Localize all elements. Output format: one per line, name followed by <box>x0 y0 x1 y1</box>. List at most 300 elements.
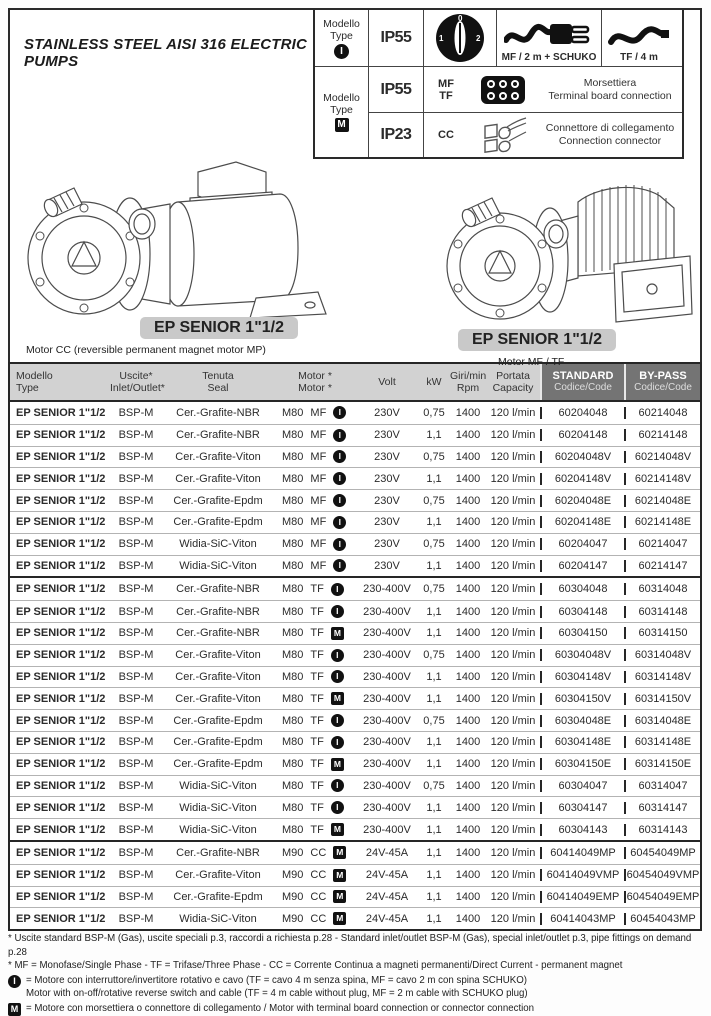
cell-capacity: 120 l/min <box>490 736 536 749</box>
cell-standard-code: 60304148V <box>540 671 624 683</box>
motor-type-icon: I <box>333 472 346 485</box>
table-row <box>10 666 700 688</box>
footnote-1: * Uscite standard BSP-M (Gas), uscite speciali p.3, raccordi a richiesta p.28 - Standard inlet/outlet BSP-M (Gas), special inlet/outlet p.3, pipe fittings on demand p.28 <box>8 933 692 958</box>
cell-capacity: 120 l/min <box>490 890 536 903</box>
info-row-connector <box>369 112 682 157</box>
motor-phase-type: TF <box>310 714 324 727</box>
cell-model: EP SENIOR 1"1/2 <box>16 801 106 814</box>
cell-bypass-code: 60214148V <box>624 473 700 485</box>
svg-text:2: 2 <box>476 34 481 43</box>
terminal-board-cell <box>468 67 538 112</box>
cell-bypass-code: 60214147 <box>624 560 700 572</box>
pump-caption-mf-tf: Motor MF / TF <box>498 356 565 368</box>
terminal-board-icon <box>480 75 526 105</box>
header-seal: Tenuta Seal <box>202 370 234 394</box>
cell-model: EP SENIOR 1"1/2 <box>16 583 106 596</box>
cell-motor <box>274 406 356 419</box>
cell-rpm: 1400 <box>455 890 481 903</box>
cell-capacity: 120 l/min <box>490 472 536 485</box>
header-kw: kW <box>426 376 442 388</box>
cell-seal: Cer.-Grafite-Viton <box>175 869 261 882</box>
header-standard-code: STANDARD Codice/Code <box>540 364 624 400</box>
cell-capacity: 120 l/min <box>490 670 536 683</box>
cell-bypass-code: 60214048E <box>624 495 700 507</box>
cell-volt: 24V-45A <box>365 869 409 882</box>
cell-volt: 230-400V <box>363 801 411 814</box>
rotary-switch-icon <box>434 12 486 64</box>
cell-inlet-outlet: BSP-M <box>118 494 154 507</box>
motor-size: M80 <box>282 538 304 551</box>
cell-standard-code: 60304150V <box>540 693 624 705</box>
cell-capacity: 120 l/min <box>490 538 536 551</box>
cell-inlet-outlet: BSP-M <box>118 692 154 705</box>
motor-phase-type: MF <box>310 538 327 551</box>
cell-motor <box>274 670 356 683</box>
cell-seal: Widia-SiC-Viton <box>179 538 257 551</box>
cell-seal: Cer.-Grafite-Epdm <box>173 890 263 903</box>
table-row <box>10 555 700 577</box>
cell-inlet-outlet: BSP-M <box>118 846 154 859</box>
cell-kw: 1,1 <box>426 670 442 683</box>
cell-standard-code: 60304047 <box>540 780 624 792</box>
motor-type-icon: M <box>331 758 344 771</box>
cell-model: EP SENIOR 1"1/2 <box>16 670 106 683</box>
cell-rpm: 1400 <box>455 779 481 792</box>
cell-seal: Cer.-Grafite-NBR <box>176 627 260 640</box>
table-row <box>10 533 700 555</box>
rotary-switch-cell <box>424 10 497 66</box>
cell-capacity: 120 l/min <box>490 450 536 463</box>
cell-volt: 230-400V <box>363 627 411 640</box>
cell-motor <box>274 801 356 814</box>
cell-rpm: 1400 <box>455 714 481 727</box>
motor-size: M80 <box>282 429 304 442</box>
cell-seal: Cer.-Grafite-NBR <box>176 429 260 442</box>
schuko-plug-cell <box>497 10 602 66</box>
table-row <box>10 687 700 709</box>
table-row <box>10 644 700 666</box>
pump-label-mf-tf: EP SENIOR 1"1/2 <box>458 329 616 351</box>
motor-phase-type: TF <box>310 758 324 771</box>
cell-rpm: 1400 <box>455 516 481 529</box>
cell-motor <box>274 823 356 836</box>
motor-type-icon: I <box>331 714 344 727</box>
model-label-line1: Modello <box>323 92 360 104</box>
cell-inlet-outlet: BSP-M <box>118 823 154 836</box>
footnote-3 <box>8 974 708 1001</box>
cell-rpm: 1400 <box>455 406 481 419</box>
cell-kw: 0,75 <box>423 450 445 463</box>
cell-kw: 1,1 <box>426 472 442 485</box>
table-row <box>10 489 700 511</box>
svg-text:1: 1 <box>439 34 444 43</box>
cell-kw: 1,1 <box>426 692 442 705</box>
cell-bypass-code: 60314148E <box>624 736 700 748</box>
cell-seal: Cer.-Grafite-NBR <box>176 583 260 596</box>
cell-kw: 0,75 <box>423 583 445 596</box>
cell-rpm: 1400 <box>455 605 481 618</box>
cell-inlet-outlet: BSP-M <box>118 516 154 529</box>
table-row <box>10 731 700 753</box>
motor-phase-type: TF <box>310 801 324 814</box>
cell-bypass-code: 60314150E <box>624 758 700 770</box>
cell-standard-code: 60304048 <box>540 583 624 595</box>
cell-standard-code: 60414043MP <box>540 913 624 925</box>
motor-size: M80 <box>282 649 304 662</box>
ip55-rating: IP55 <box>369 10 424 66</box>
cell-kw: 0,75 <box>423 406 445 419</box>
cell-volt: 230V <box>374 450 400 463</box>
mf-tf-codes <box>424 67 468 112</box>
motor-size: M80 <box>282 823 304 836</box>
motor-size: M80 <box>282 801 304 814</box>
cell-rpm: 1400 <box>455 583 481 596</box>
cell-standard-code: 60304148E <box>540 736 624 748</box>
connector-cell <box>468 113 538 157</box>
cell-standard-code: 60204048V <box>540 451 624 463</box>
pump-drawing-mf-tf <box>438 172 700 327</box>
table-row <box>10 907 700 929</box>
cell-seal: Cer.-Grafite-Epdm <box>173 714 263 727</box>
motor-size: M80 <box>282 627 304 640</box>
cell-kw: 1,1 <box>426 890 442 903</box>
model-label-line2: Type <box>330 29 353 42</box>
mf-code: MF <box>438 77 454 90</box>
motor-type-m-icon: M <box>8 1003 21 1016</box>
cell-bypass-code: 60314047 <box>624 780 700 792</box>
cell-volt: 230V <box>374 472 400 485</box>
cell-seal: Cer.-Grafite-Viton <box>175 670 261 683</box>
cell-bypass-code: 60454049VMP <box>624 869 700 881</box>
cell-rpm: 1400 <box>455 649 481 662</box>
cell-bypass-code: 60314148V <box>624 671 700 683</box>
cell-motor <box>274 869 356 882</box>
desc-en: Connection connector <box>558 135 662 147</box>
tf-cable-cell <box>602 10 676 66</box>
cell-seal: Cer.-Grafite-NBR <box>176 605 260 618</box>
cell-motor <box>274 583 356 596</box>
cell-capacity: 120 l/min <box>490 758 536 771</box>
cell-kw: 0,75 <box>423 779 445 792</box>
cell-model: EP SENIOR 1"1/2 <box>16 627 106 640</box>
cell-kw: 1,1 <box>426 605 442 618</box>
cell-kw: 1,1 <box>426 429 442 442</box>
table-row <box>10 511 700 533</box>
tf-code: TF <box>439 89 453 102</box>
cell-inlet-outlet: BSP-M <box>118 649 154 662</box>
cell-motor <box>274 516 356 529</box>
cell-kw: 1,1 <box>426 627 442 640</box>
cell-motor <box>274 890 356 903</box>
cell-model: EP SENIOR 1"1/2 <box>16 869 106 882</box>
header-bypass-code: BY-PASS Codice/Code <box>624 364 700 400</box>
catalog-page <box>8 8 702 931</box>
cell-kw: 1,1 <box>426 801 442 814</box>
cell-rpm: 1400 <box>455 538 481 551</box>
motor-size: M90 <box>282 846 304 859</box>
cell-standard-code: 60204047 <box>540 538 624 550</box>
motor-type-icon: M <box>333 912 346 925</box>
motor-type-icon: I <box>333 559 346 572</box>
cell-seal: Cer.-Grafite-Epdm <box>173 516 263 529</box>
table-row <box>10 818 700 840</box>
cell-seal: Cer.-Grafite-Viton <box>175 472 261 485</box>
cell-inlet-outlet: BSP-M <box>118 869 154 882</box>
cell-inlet-outlet: BSP-M <box>118 450 154 463</box>
cell-seal: Widia-SiC-Viton <box>179 801 257 814</box>
info-row-model-i <box>315 10 682 67</box>
cell-model: EP SENIOR 1"1/2 <box>16 429 106 442</box>
cell-motor <box>274 758 356 771</box>
cell-motor <box>274 779 356 792</box>
cell-motor <box>274 538 356 551</box>
cell-motor <box>274 846 356 859</box>
cell-motor <box>274 450 356 463</box>
cell-capacity: 120 l/min <box>490 869 536 882</box>
cell-standard-code: 60414049MP <box>540 847 624 859</box>
motor-type-icon: I <box>331 605 344 618</box>
motor-phase-type: CC <box>310 846 327 859</box>
table-row <box>10 622 700 644</box>
cell-bypass-code: 60314147 <box>624 802 700 814</box>
motor-phase-type: MF <box>310 559 327 572</box>
cell-standard-code: 60304048V <box>540 649 624 661</box>
cell-motor <box>274 494 356 507</box>
table-row <box>10 864 700 886</box>
schuko-plug-icon <box>504 20 594 50</box>
cell-rpm: 1400 <box>455 472 481 485</box>
cell-inlet-outlet: BSP-M <box>118 758 154 771</box>
motor-size: M80 <box>282 559 304 572</box>
cell-inlet-outlet: BSP-M <box>118 406 154 419</box>
cell-volt: 24V-45A <box>365 846 409 859</box>
cell-inlet-outlet: BSP-M <box>118 429 154 442</box>
cell-capacity: 120 l/min <box>490 846 536 859</box>
footnote-4-text: = Motore con morsettiera o connettore di collegamento / Motor with terminal board connection or connector connection <box>26 1002 535 1014</box>
cell-capacity: 120 l/min <box>490 649 536 662</box>
cell-standard-code: 60414049EMP <box>540 891 624 903</box>
terminal-board-desc <box>538 67 682 112</box>
cell-capacity: 120 l/min <box>490 627 536 640</box>
desc-en: Terminal board connection <box>548 89 672 102</box>
cell-motor <box>274 429 356 442</box>
group-monophase <box>10 402 700 576</box>
table-row <box>10 709 700 731</box>
cell-capacity: 120 l/min <box>490 494 536 507</box>
cell-standard-code: 60304048E <box>540 715 624 727</box>
motor-size: M80 <box>282 583 304 596</box>
motor-type-icon: I <box>331 649 344 662</box>
table-row <box>10 467 700 489</box>
motor-type-icon: M <box>331 627 344 640</box>
cell-volt: 230-400V <box>363 670 411 683</box>
cell-volt: 24V-45A <box>365 912 409 925</box>
pump-label-cc: EP SENIOR 1"1/2 <box>140 317 298 339</box>
top-section <box>8 8 702 368</box>
cell-bypass-code: 60214148 <box>624 429 700 441</box>
plug-label: MF / 2 m + SCHUKO <box>501 52 597 63</box>
connector-desc <box>538 113 682 157</box>
header-capacity: Portata Capacity <box>492 370 534 394</box>
cell-volt: 230-400V <box>363 692 411 705</box>
motor-size: M80 <box>282 670 304 683</box>
cable-label: TF / 4 m <box>620 52 658 63</box>
table-row <box>10 578 700 600</box>
cell-volt: 230-400V <box>363 649 411 662</box>
product-table <box>8 362 702 931</box>
cell-inlet-outlet: BSP-M <box>118 670 154 683</box>
table-header <box>10 364 700 402</box>
motor-type-icon: M <box>333 846 346 859</box>
table-row <box>10 753 700 775</box>
header-model: Modello Type <box>16 370 53 394</box>
cell-kw: 0,75 <box>423 714 445 727</box>
motor-phase-type: MF <box>310 429 327 442</box>
cable-icon <box>608 24 670 50</box>
cell-seal: Cer.-Grafite-Epdm <box>173 736 263 749</box>
motor-type-icon: I <box>333 494 346 507</box>
cell-model: EP SENIOR 1"1/2 <box>16 605 106 618</box>
model-label-line2: Type <box>330 104 353 116</box>
cell-model: EP SENIOR 1"1/2 <box>16 890 106 903</box>
cell-capacity: 120 l/min <box>490 605 536 618</box>
cell-model: EP SENIOR 1"1/2 <box>16 538 106 551</box>
motor-size: M80 <box>282 736 304 749</box>
cell-rpm: 1400 <box>455 736 481 749</box>
model-type-m-cell <box>315 67 369 157</box>
motor-size: M80 <box>282 406 304 419</box>
cell-bypass-code: 60214148E <box>624 516 700 528</box>
cell-volt: 230-400V <box>363 605 411 618</box>
motor-type-icon: I <box>331 801 344 814</box>
cell-bypass-code: 60314048E <box>624 715 700 727</box>
cell-kw: 0,75 <box>423 494 445 507</box>
cell-capacity: 120 l/min <box>490 559 536 572</box>
cell-rpm: 1400 <box>455 912 481 925</box>
motor-type-icon: I <box>333 429 346 442</box>
cell-motor <box>274 714 356 727</box>
cell-kw: 1,1 <box>426 516 442 529</box>
cell-kw: 1,1 <box>426 912 442 925</box>
cell-bypass-code: 60214047 <box>624 538 700 550</box>
motor-type-i-icon: I <box>334 44 349 59</box>
connector-icon <box>479 115 527 155</box>
cell-volt: 230V <box>374 494 400 507</box>
cell-seal: Cer.-Grafite-Epdm <box>173 758 263 771</box>
motor-type-icon: I <box>333 450 346 463</box>
cell-bypass-code: 60314150V <box>624 693 700 705</box>
cell-volt: 230V <box>374 559 400 572</box>
cell-rpm: 1400 <box>455 670 481 683</box>
cell-motor <box>274 692 356 705</box>
cell-kw: 1,1 <box>426 823 442 836</box>
motor-protection-info-table <box>313 8 684 159</box>
motor-size: M80 <box>282 779 304 792</box>
footnote-4 <box>8 1002 708 1016</box>
cell-rpm: 1400 <box>455 692 481 705</box>
group-direct-current <box>10 840 700 929</box>
table-row <box>10 424 700 446</box>
cell-volt: 230V <box>374 516 400 529</box>
motor-phase-type: TF <box>310 627 324 640</box>
cell-rpm: 1400 <box>455 429 481 442</box>
header-inlet: Uscite* Inlet/Outlet* <box>110 370 165 394</box>
motor-type-icon: M <box>333 869 346 882</box>
cell-rpm: 1400 <box>455 869 481 882</box>
cell-bypass-code: 60454049MP <box>624 847 700 859</box>
cell-inlet-outlet: BSP-M <box>118 890 154 903</box>
motor-type-m-icon: M <box>335 118 349 132</box>
cell-inlet-outlet: BSP-M <box>118 627 154 640</box>
motor-phase-type: TF <box>310 583 324 596</box>
cell-volt: 230V <box>374 406 400 419</box>
info-row-terminal-board <box>369 67 682 112</box>
cell-volt: 230-400V <box>363 583 411 596</box>
motor-phase-type: TF <box>310 670 324 683</box>
cell-seal: Cer.-Grafite-Viton <box>175 649 261 662</box>
cell-standard-code: 60304150E <box>540 758 624 770</box>
motor-type-icon: M <box>331 692 344 705</box>
cell-inlet-outlet: BSP-M <box>118 472 154 485</box>
cell-inlet-outlet: BSP-M <box>118 736 154 749</box>
cell-model: EP SENIOR 1"1/2 <box>16 714 106 727</box>
motor-phase-type: TF <box>310 692 324 705</box>
cell-volt: 230-400V <box>363 779 411 792</box>
header-volt: Volt <box>378 376 396 388</box>
cell-standard-code: 60204147 <box>540 560 624 572</box>
cell-bypass-code: 60214048V <box>624 451 700 463</box>
cell-inlet-outlet: BSP-M <box>118 912 154 925</box>
cell-kw: 1,1 <box>426 846 442 859</box>
cell-model: EP SENIOR 1"1/2 <box>16 516 106 529</box>
cell-capacity: 120 l/min <box>490 912 536 925</box>
cell-kw: 1,1 <box>426 736 442 749</box>
cell-capacity: 120 l/min <box>490 779 536 792</box>
motor-size: M90 <box>282 890 304 903</box>
motor-phase-type: MF <box>310 472 327 485</box>
cell-capacity: 120 l/min <box>490 823 536 836</box>
motor-size: M80 <box>282 714 304 727</box>
motor-size: M90 <box>282 912 304 925</box>
cell-volt: 230V <box>374 538 400 551</box>
cell-motor <box>274 472 356 485</box>
cell-inlet-outlet: BSP-M <box>118 714 154 727</box>
cell-model: EP SENIOR 1"1/2 <box>16 846 106 859</box>
motor-size: M80 <box>282 758 304 771</box>
cell-model: EP SENIOR 1"1/2 <box>16 494 106 507</box>
motor-phase-type: TF <box>310 649 324 662</box>
table-row <box>10 796 700 818</box>
table-row <box>10 842 700 864</box>
cell-standard-code: 60304150 <box>540 627 624 639</box>
motor-size: M80 <box>282 472 304 485</box>
cell-motor <box>274 627 356 640</box>
cell-inlet-outlet: BSP-M <box>118 801 154 814</box>
motor-size: M80 <box>282 692 304 705</box>
cell-capacity: 120 l/min <box>490 516 536 529</box>
motor-phase-type: CC <box>310 869 327 882</box>
info-rows-model-m <box>315 67 682 157</box>
cell-standard-code: 60304143 <box>540 824 624 836</box>
motor-type-icon: M <box>331 823 344 836</box>
motor-phase-type: MF <box>310 450 327 463</box>
svg-text:0: 0 <box>458 14 463 23</box>
cell-capacity: 120 l/min <box>490 801 536 814</box>
cell-rpm: 1400 <box>455 823 481 836</box>
cell-bypass-code: 60454049EMP <box>624 891 700 903</box>
cell-volt: 230-400V <box>363 714 411 727</box>
motor-size: M80 <box>282 516 304 529</box>
